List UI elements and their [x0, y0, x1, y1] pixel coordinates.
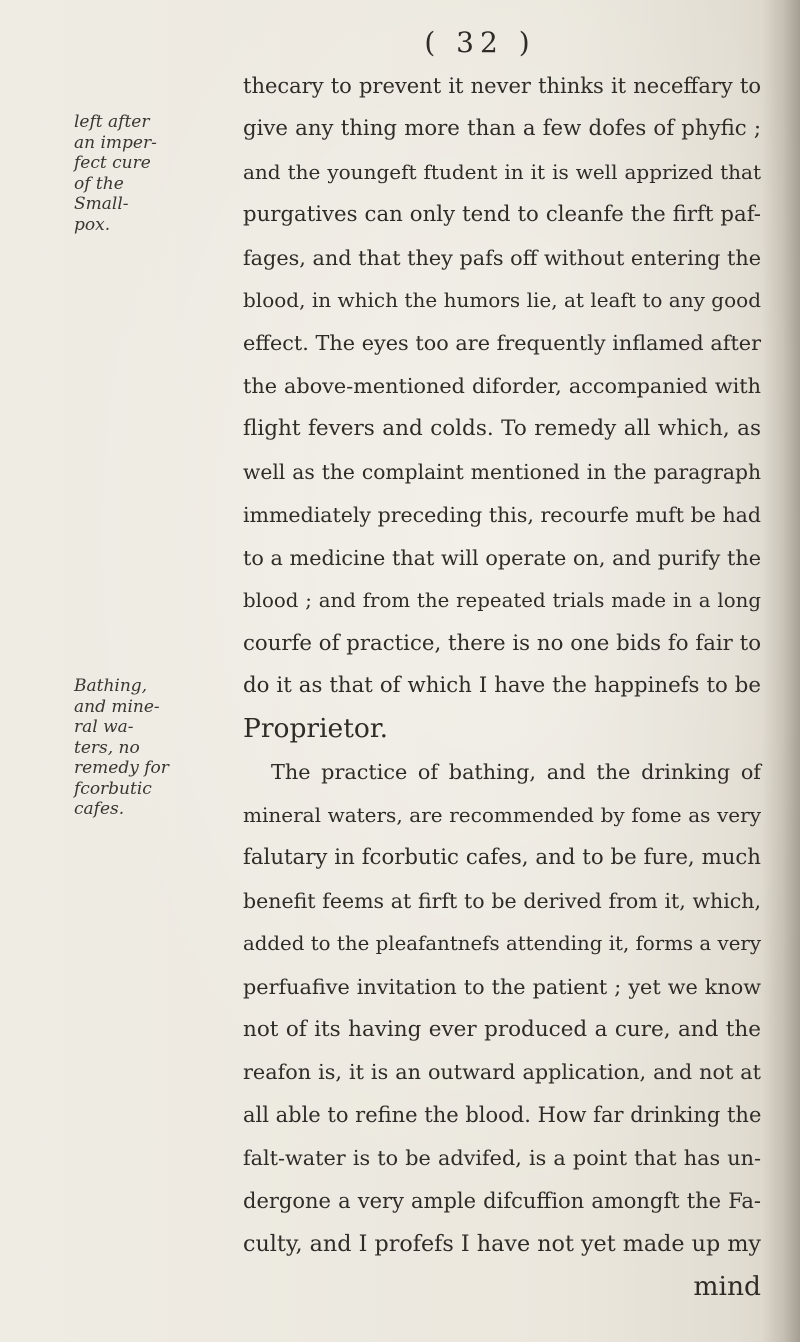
margin-note-line: ral wa-	[74, 717, 134, 737]
text-line: Proprietor.	[243, 713, 389, 745]
text-line: culty, and I profefs I have not yet made up my	[243, 1231, 761, 1258]
margin-note-line: cafes.	[74, 799, 125, 819]
text-line: blood ; and from the repeated trials made in a long	[243, 588, 761, 612]
page-number: ( 32 )	[424, 26, 536, 59]
text-line: dergone a very ample difcuffion amongft the Fa-	[243, 1189, 761, 1214]
text-line: mineral waters, are recommended by fome as very	[243, 803, 761, 828]
margin-note-smallpox	[74, 112, 224, 235]
text-line: thecary to prevent it never thinks it neceffary to	[243, 74, 761, 98]
margin-note-line: Bathing,	[74, 676, 148, 696]
paragraph-1	[243, 65, 761, 751]
text-line: effect. The eyes too are frequently inflamed after	[243, 331, 761, 356]
text-line: benefit feems at firft to be derived from it, which,	[243, 888, 761, 913]
text-line: The practice of bathing, and the drinking of	[271, 760, 761, 785]
margin-note-line: left after	[74, 112, 150, 132]
text-line: flight fevers and colds. To remedy all which, as	[243, 416, 761, 442]
text-line: perfuafive invitation to the patient ; yet we know	[243, 974, 761, 999]
text-line: the above-mentioned diforder, accompanied with	[243, 374, 761, 399]
text-line: all able to refine the blood. How far drinking the	[243, 1103, 762, 1128]
text-line: do it as that of which I have the happinefs to be	[243, 673, 761, 699]
text-line: give any thing more than a few dofes of phyfic ;	[243, 115, 761, 141]
text-line: and the youngeft ftudent in it is well apprized that	[243, 159, 761, 184]
margin-note-line: fect cure	[74, 153, 151, 173]
margin-note-line: fcorbutic	[74, 778, 152, 799]
text-line: courfe of practice, there is no one bids fo fair to	[243, 630, 761, 656]
catchword: mind	[693, 1270, 761, 1302]
margin-note-line: of the	[74, 173, 124, 194]
paragraph-2	[243, 751, 761, 1266]
page-edge-shadow	[762, 0, 800, 1342]
body-text	[243, 65, 761, 1309]
margin-note-line: Small-	[74, 194, 129, 214]
text-line: falutary in fcorbutic cafes, and to be fure, much	[243, 845, 761, 871]
text-line: to a medicine that will operate on, and purify the	[243, 545, 761, 570]
text-line: blood, in which the humors lie, at leaft to any good	[243, 288, 761, 313]
margin-note-line: an imper-	[74, 132, 157, 153]
margin-note-line: ters, no	[74, 737, 140, 758]
text-line: reafon is, it is an outward application, and not at	[243, 1060, 761, 1085]
text-line: fages, and that they pafs off without entering the	[243, 245, 761, 270]
text-line: purgatives can only tend to cleanfe the firft paf-	[243, 201, 761, 227]
margin-note-bathing	[74, 676, 224, 820]
text-line: falt-water is to be advifed, is a point that has un-	[243, 1146, 761, 1171]
text-line: added to the pleafantnefs attending it, forms a very	[243, 931, 761, 955]
text-line: not of its having ever produced a cure, and the	[243, 1016, 761, 1042]
margin-note-line: remedy for	[74, 758, 169, 778]
margin-note-line: pox.	[74, 214, 111, 235]
margin-note-line: and mine-	[74, 696, 160, 717]
text-line: immediately preceding this, recourfe muft be had	[243, 502, 761, 527]
text-line: well as the complaint mentioned in the paragraph	[243, 460, 761, 485]
